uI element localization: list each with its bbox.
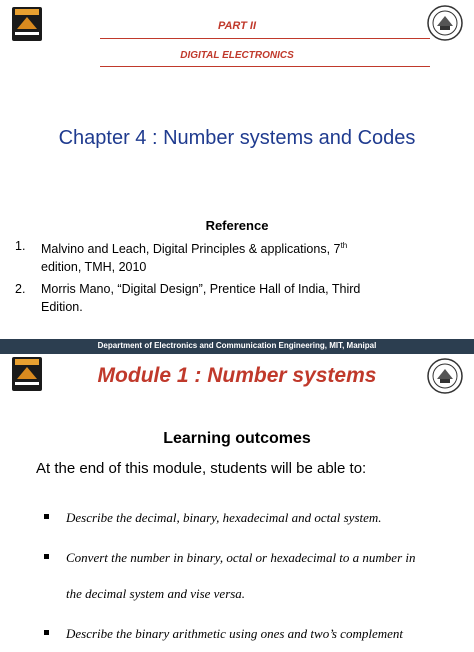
reference-item: 2. Morris Mano, “Digital Design”, Prentice Hall of India, Third Edition. bbox=[15, 282, 361, 315]
divider-top bbox=[100, 38, 430, 39]
reference-line: Malvino and Leach, Digital Principles & applications, 7 bbox=[41, 242, 341, 257]
outcomes-list bbox=[44, 500, 464, 652]
learning-outcomes-heading: Learning outcomes bbox=[163, 430, 311, 447]
list-item: Describe the decimal, binary, hexadecimal and octal system. bbox=[44, 500, 464, 536]
bullet-icon bbox=[44, 514, 49, 519]
list-item: Convert the number in binary, octal or hexadecimal to a number in bbox=[44, 540, 464, 576]
chapter-title: Chapter 4 : Number systems and Codes bbox=[58, 127, 416, 149]
reference-item: 1. Malvino and Leach, Digital Principles & applications, 7th edition, TMH, 2010 bbox=[15, 239, 348, 275]
module-title: Module 1 : Number systems bbox=[97, 364, 377, 387]
divider-bottom bbox=[100, 66, 430, 67]
list-item-continuation: the decimal system and vise versa. bbox=[66, 586, 246, 601]
bullet-icon bbox=[44, 554, 49, 559]
reference-line: Morris Mano, “Digital Design”, Prentice Hall of India, Third bbox=[41, 282, 361, 297]
reference-line: Edition. bbox=[41, 300, 83, 315]
department-text: Department of Electronics and Communication Engineering, MIT, Manipal bbox=[97, 341, 377, 350]
subject-title: DIGITAL ELECTRONICS bbox=[180, 50, 294, 61]
reference-heading: Reference bbox=[205, 218, 269, 233]
reference-list bbox=[15, 237, 465, 316]
reference-line: edition, TMH, 2010 bbox=[41, 260, 147, 275]
list-item: Describe the binary arithmetic using ones and two’s complement bbox=[44, 616, 464, 652]
intro-text: At the end of this module, students will be able to: bbox=[36, 460, 367, 477]
superscript: th bbox=[340, 241, 348, 250]
bullet-icon bbox=[44, 630, 49, 635]
part-label: PART II bbox=[217, 20, 257, 32]
